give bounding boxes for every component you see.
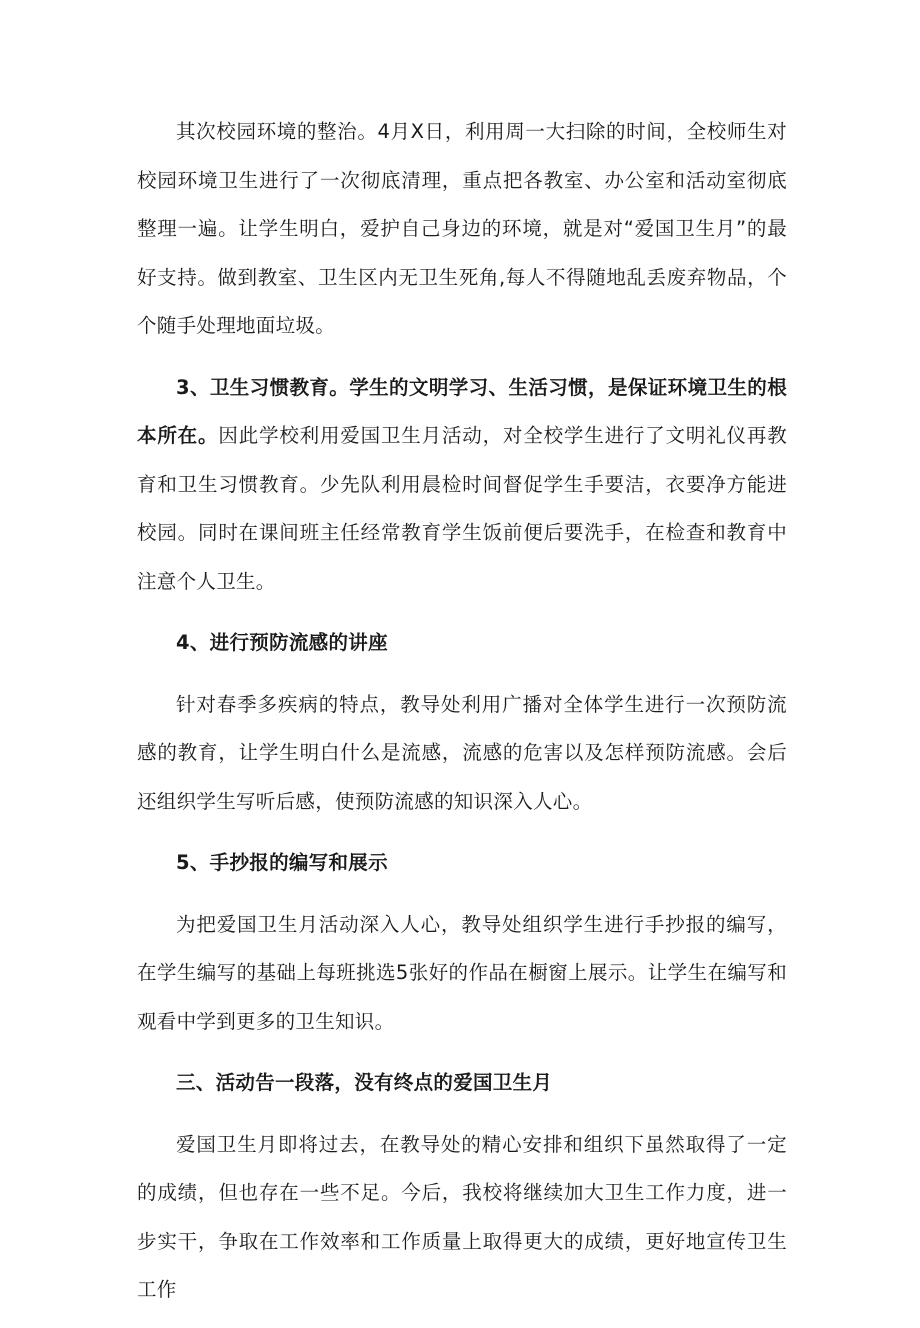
paragraph-flu-lecture: 针对春季多疾病的特点，教导处利用广播对全体学生进行一次预防流感的教育，让学生明白什么是流感，流感的危害以及怎样预防流感。会后还组织学生写听后感，使预防流感的知识深入人心。 xyxy=(137,692,787,813)
paragraph-handwritten-newspaper: 为把爱国卫生月活动深入人心，教导处组织学生进行手抄报的编写，在学生编写的基础上每班挑选5张好的作品在橱窗上展示。让学生在编写和观看中学到更多的卫生知识。 xyxy=(137,912,787,1033)
paragraph-conclusion: 爱国卫生月即将过去，在教导处的精心安排和组织下虽然取得了一定的成绩，但也存在一些不足。今后，我校将继续加大卫生工作力度，进一步实干，争取在工作效率和工作质量上取得更大的成绩，更好地宣传卫生工作 xyxy=(137,1132,787,1301)
paragraph-hygiene-habits xyxy=(137,364,787,607)
heading-flu-lecture: 4、进行预防流感的讲座 xyxy=(176,631,388,654)
paragraph-hygiene-habits-body: 因此学校利用爱国卫生月活动，对全校学生进行了文明礼仪再教育和卫生习惯教育。少先队利用晨检时间督促学生手要洁，衣要净方能进校园。同时在课间班主任经常教育学生饭前便后要洗手，在检查和教育中注意个人卫生。 xyxy=(137,424,788,593)
paragraph-hygiene-habits-lead: 3、卫生习惯教育。学生的文明学习、生活习惯，是保证环境卫生的根本所在。 xyxy=(137,375,787,447)
heading-section-three: 三、活动告一段落，没有终点的爱国卫生月 xyxy=(176,1071,553,1094)
document-body xyxy=(137,108,787,1328)
heading-handwritten-newspaper: 5、手抄报的编写和展示 xyxy=(176,851,388,874)
paragraph-campus-cleanup: 其次校园环境的整治。4月X日，利用周一大扫除的时间，全校师生对校园环境卫生进行了一次彻底清理，重点把各教室、办公室和活动室彻底整理一遍。让学生明白，爱护自己身边的环境，就是对“爱国卫生月”的最好支持。做到教室、卫生区内无卫生死角,每人不得随地乱丢废弃物品，个个随手处理地面垃圾。 xyxy=(137,120,787,337)
